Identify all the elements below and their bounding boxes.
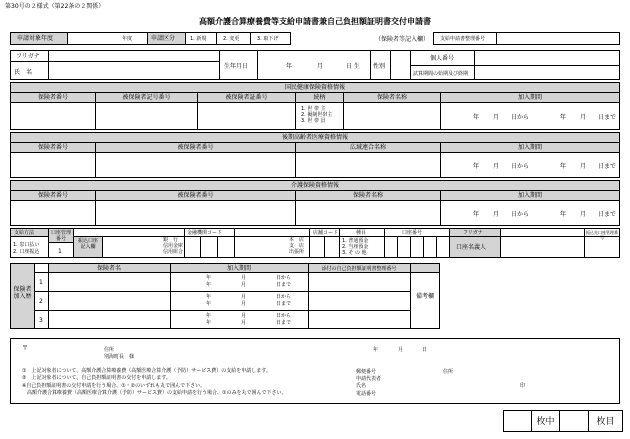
address-label: 住所 xyxy=(104,347,115,353)
statement-note-1: ※自己負担額証明書の交付申請を行う場合、①・②のいずれも丸で囲んで下さい。 xyxy=(22,383,206,389)
mgmt-no-label: 支給申請書整理番号 xyxy=(440,36,486,42)
name-label: 氏 名 xyxy=(14,69,33,76)
target-year-label: 申請対象年度 xyxy=(17,35,54,42)
remarks-label: 備考欄 xyxy=(415,293,434,300)
entry-label: 振込口座記入欄 xyxy=(77,238,98,250)
seal-mark: 印 xyxy=(520,383,526,389)
birth-label: 生年月日 xyxy=(224,63,249,70)
birth-year-unit: 年 xyxy=(286,63,293,70)
furigana-label: フリガナ xyxy=(16,53,40,60)
statement-2: ② 上記対象者について、自己負担額証明書の交付を申請します。 xyxy=(22,375,171,381)
statement-1: ① 上記対象者について、高額介護合算療養費（高額医療合算介護（予防）サービス費）の支給を申請します。 xyxy=(22,368,271,374)
section-care-header: 介護保険資格情報 xyxy=(11,181,619,190)
method-window[interactable]: 1. 窓口払い xyxy=(13,242,40,248)
holder-label: 口座名義人 xyxy=(456,244,487,251)
relation-opt-1[interactable]: 1. 世 帯 主 xyxy=(301,106,326,112)
method-label: 支給方法 xyxy=(14,230,35,236)
branch-code-label: 店舗コード xyxy=(313,230,339,236)
relation-opt-3[interactable]: 3. 世 帯 員 xyxy=(301,118,326,124)
col-relation: 続柄 xyxy=(313,94,326,101)
mayor-addressee: 別海町長 様 xyxy=(104,354,135,360)
rep-label: 申請代表者 xyxy=(356,376,382,382)
category-change[interactable]: 2. 変更 xyxy=(223,36,240,42)
page-current-label: 枚目 xyxy=(596,417,615,427)
col-symbol-no: 被保険者記号番号 xyxy=(122,94,171,101)
personal-no-label: 個人番号 xyxy=(430,55,455,62)
mgmt-label: 口座管理番号 xyxy=(50,230,71,242)
method-transfer[interactable]: 2. 口座振込 xyxy=(13,249,40,255)
name2-label: 氏名 xyxy=(356,383,367,389)
relation-opt-2[interactable]: 2. 擬制世帯主 xyxy=(301,112,333,118)
section-elderly-header: 後期高齢者医療資格情報 xyxy=(11,133,619,142)
col-card-no: 被保険者証番号 xyxy=(225,94,268,101)
birth-month-unit: 月 xyxy=(317,63,324,70)
history-side-label: 保険者加入歴 xyxy=(13,286,32,300)
form-number: 第30号の２様式（第22条の２関係） xyxy=(5,3,105,10)
category-new[interactable]: 1. 新規 xyxy=(190,36,207,42)
statement-note-2: 高額介護合算療養費（高額医療合算介護（予防）サービス費）の支給申請を行う場合、①のみを丸で囲んで下さい。 xyxy=(22,390,287,396)
section-nhi-header: 国民健康保険資格情報 xyxy=(11,83,619,92)
category-withdraw[interactable]: 3. 取下げ xyxy=(257,36,279,42)
insurer-note: （保険者等記入欄） xyxy=(375,36,430,43)
kind-label: 種目 xyxy=(356,230,367,236)
postal-code-label: 郵便番号 xyxy=(356,369,377,375)
trial-label: 試算期間の始期及び終期 xyxy=(413,71,469,77)
account-no-label: 口座番号 xyxy=(402,230,423,236)
dest-mgmt-label: 振込先口座管理番号 xyxy=(586,230,618,240)
page-title: 高額介護合算療養費等支給申請書兼自己負担額証明書交付申請書 xyxy=(199,17,431,26)
sex-label: 性別 xyxy=(373,63,386,70)
birth-day-unit: 日 生 xyxy=(346,63,360,70)
col-period: 加入期間 xyxy=(517,94,542,101)
col-insurer-name: 保険者名称 xyxy=(376,94,407,101)
holder-furigana: フリガナ xyxy=(463,230,483,236)
postal-mark: 〒 xyxy=(22,345,29,352)
page-total-label: 枚中 xyxy=(536,417,555,427)
mgmt-value: 1 xyxy=(58,248,62,255)
category-label: 申請区分 xyxy=(151,35,176,42)
address2-label: 住所 xyxy=(443,369,454,375)
year-unit: 年度 xyxy=(122,36,133,42)
bank-code-label: 金融機関コード xyxy=(187,230,223,236)
col-insurer-no: 保険者番号 xyxy=(37,94,68,101)
phone-label: 電話番号 xyxy=(356,391,377,397)
